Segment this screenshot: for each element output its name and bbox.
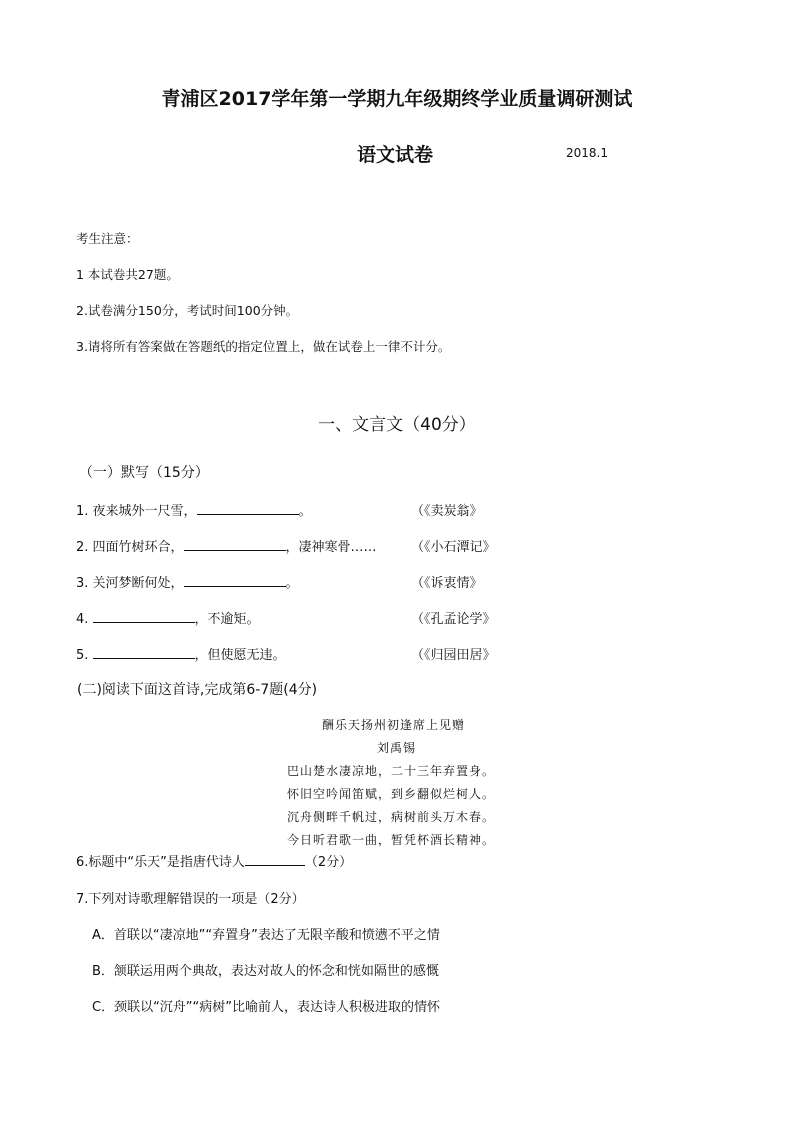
exam-title: 青浦区2017学年第一学期九年级期终学业质量调研测试 xyxy=(161,88,633,110)
exam-date: 2018.1 xyxy=(566,146,608,160)
poem-line: 沉舟侧畔千帆过，病树前头万木春。 xyxy=(287,810,496,824)
poem-line: 今日听君歌一曲，暂凭杯酒长精神。 xyxy=(287,833,496,847)
notice-item: 2.试卷满分150分，考试时间100分钟。 xyxy=(76,303,299,318)
poem-line: 巴山楚水凄凉地，二十三年弃置身。 xyxy=(287,764,496,778)
question-source: （《归园田居》 xyxy=(411,648,496,663)
section-title: 一、文言文（40分） xyxy=(318,415,476,435)
question-text-after: 。 xyxy=(298,504,312,519)
question-text-before: 2. 四面竹树环合， xyxy=(76,540,184,555)
dictation-question-2 xyxy=(76,536,377,555)
option-b: B．颔联运用两个典故，表达对故人的怀念和恍如隔世的感慨 xyxy=(92,964,439,979)
notice-item: 3.请将所有答案做在答题纸的指定位置上，做在试卷上一律不计分。 xyxy=(76,339,451,354)
question-text-after: （2分） xyxy=(304,855,353,870)
question-text-before: 3. 关河梦断何处， xyxy=(76,576,184,591)
part1-heading: （一）默写（15分） xyxy=(79,465,209,481)
question-text-after: ，不逾矩。 xyxy=(194,612,260,627)
exam-subtitle: 语文试卷 xyxy=(357,144,434,166)
question-6 xyxy=(76,851,352,870)
answer-blank xyxy=(197,502,299,515)
question-text-after: ，凄神寒骨…… xyxy=(285,540,377,555)
dictation-question-3 xyxy=(76,572,299,591)
answer-blank xyxy=(245,853,305,866)
question-source: （《诉衷情》 xyxy=(411,576,483,591)
poem-line: 怀旧空吟闻笛赋，到乡翻似烂柯人。 xyxy=(287,787,496,801)
notice-item: 1 本试卷共27题。 xyxy=(76,267,179,282)
question-text-after: 。 xyxy=(285,576,299,591)
part2-heading: (二)阅读下面这首诗,完成第6-7题(4分) xyxy=(77,682,318,698)
answer-blank xyxy=(93,610,195,623)
answer-blank xyxy=(184,538,286,551)
question-text-before: 5. xyxy=(76,648,93,663)
question-text-before: 6.标题中“乐天”是指唐代诗人 xyxy=(76,855,245,870)
dictation-question-1 xyxy=(76,500,312,519)
notice-heading: 考生注意： xyxy=(76,231,139,246)
question-source: （《孔孟论学》 xyxy=(411,612,496,627)
option-a: A．首联以“凄凉地”“弃置身”表达了无限辛酸和愤懑不平之情 xyxy=(92,928,440,943)
option-c: C．颈联以“沉舟”“病树”比喻前人，表达诗人积极进取的情怀 xyxy=(92,1000,441,1015)
question-source: （《卖炭翁》 xyxy=(411,504,483,519)
answer-blank xyxy=(93,646,195,659)
question-text-before: 4. xyxy=(76,612,93,627)
question-text-after: ，但使愿无违。 xyxy=(194,648,286,663)
dictation-question-5 xyxy=(76,644,286,663)
question-text-before: 1. 夜来城外一尺雪， xyxy=(76,504,197,519)
dictation-question-4 xyxy=(76,608,260,627)
poem-title: 酬乐天扬州初逢席上见赠 xyxy=(322,718,466,732)
question-source: （《小石潭记》 xyxy=(411,540,496,555)
question-7-stem: 7.下列对诗歌理解错误的一项是（2分） xyxy=(76,892,305,907)
poem-author: 刘禹锡 xyxy=(377,741,417,755)
answer-blank xyxy=(184,574,286,587)
